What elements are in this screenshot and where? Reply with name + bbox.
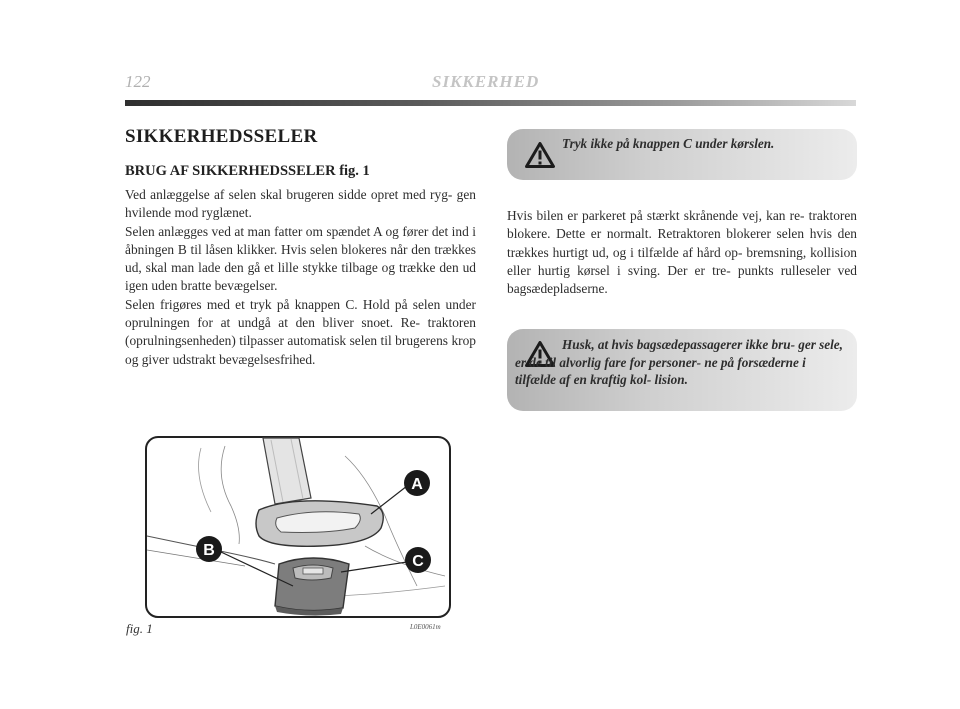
callout-label-a: A xyxy=(411,476,423,493)
running-head: SIKKERHED xyxy=(432,72,540,91)
warning-text: Tryk ikke på knappen C under kørslen. xyxy=(562,136,775,151)
paragraph: Selen frigøres med et tryk på knappen C. Hold på selen under oprulningen for at undgå at den bliver snoet. Re- traktoren (oprulningsenheden) tilpasser automatisk selen til brugerens krop og giver udstrakt bevægelsesfrihed. xyxy=(125,296,476,367)
callout-label-c: C xyxy=(412,553,424,570)
page-number: 122 xyxy=(125,72,151,91)
warning-box xyxy=(507,129,857,180)
left-body-text xyxy=(125,186,476,369)
section-title: SIKKERHEDSSELER xyxy=(125,126,318,147)
subsection-title: BRUG AF SIKKERHEDSSELER fig. 1 xyxy=(125,163,370,179)
header-rule xyxy=(125,100,856,106)
right-body-text: Hvis bilen er parkeret på stærkt skrånende vej, kan re- traktoren blokere. Dette er normalt. Retraktoren blokerer selen hvis den trækkes hurtigt ud, og i tilfælde af hård op- bremsning, kollision eller hurtig kørsel i sving. Der er tre- punkts rulleseler ved bagsædepladserne. xyxy=(507,208,857,297)
seatbelt-figure xyxy=(145,436,451,618)
paragraph: Ved anlæggelse af selen skal brugeren sidde opret med ryg- gen hvilende mod ryglænet. xyxy=(125,187,476,221)
warning-box xyxy=(507,329,857,411)
figure-code: L0E0061m xyxy=(410,623,441,631)
callout-label-b: B xyxy=(203,542,215,559)
warning-text: Husk, at hvis bagsædepassagerer ikke bru- ger sele, er de til alvorlig fare for personer- ne på forsæderne i tilfælde af en kraftig kol- lision. xyxy=(515,337,843,387)
paragraph: Selen anlægges ved at man fatter om spændet A og fører det ind i åbningen B til låsen klikker. Hvis selen blokeres når den trækkes ud, skal man lade den gå et lille stykke tilbage og trække den ud igen uden bratte bevægelser. xyxy=(125,223,476,294)
warning-triangle-icon xyxy=(525,142,555,168)
figure-caption: fig. 1 xyxy=(126,621,153,636)
